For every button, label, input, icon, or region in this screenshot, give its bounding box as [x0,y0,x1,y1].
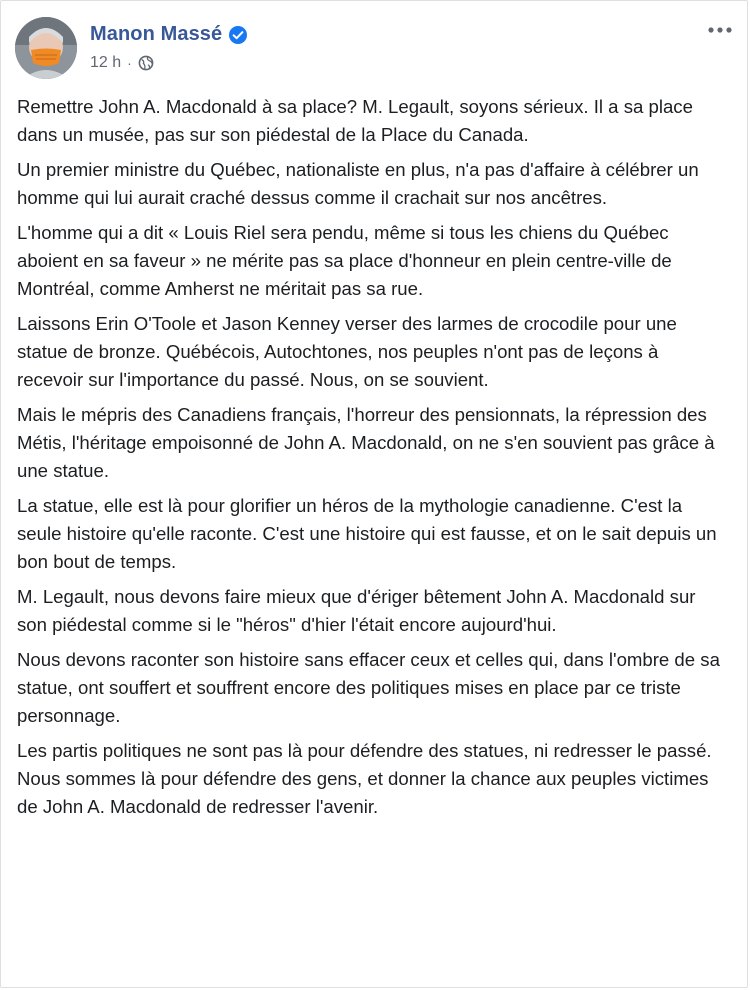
post-paragraph: Laissons Erin O'Toole et Jason Kenney verser des larmes de crocodile pour une statue de bronze. Québécois, Autochtones, nos peuples n'ont pas de leçons à recevoir sur l'importance du passé. Nous, on se souvient. [17,313,677,390]
post-paragraph: Remettre John A. Macdonald à sa place? M. Legault, soyons sérieux. Il a sa place dans un musée, pas sur son piédestal de la Place du Canada. [17,96,693,145]
more-options-icon [707,26,733,34]
post-timestamp[interactable]: 12 h [90,54,122,71]
author-avatar[interactable] [15,17,77,79]
post-paragraph: Mais le mépris des Canadiens français, l'horreur des pensionnats, la répression des Métis, l'héritage empoisonné de John A. Macdonald, on ne s'en souvient pas grâce à une statue. [17,404,715,481]
meta-separator: · [127,55,132,71]
verified-badge-icon [228,25,248,45]
post-meta [90,54,154,72]
post-paragraph: Nous devons raconter son histoire sans effacer ceux et celles qui, dans l'ombre de sa statue, ont souffert et souffrent encore des politiques mises en place par ce triste personnage. [17,649,720,726]
post-paragraph: Un premier ministre du Québec, nationaliste en plus, n'a pas d'affaire à célébrer un homme qui lui aurait craché dessus comme il crachait sur nos ancêtres. [17,159,699,208]
post-paragraph: Les partis politiques ne sont pas là pour défendre des statues, ni redresser le passé. Nous sommes là pour défendre des gens, et donner la chance aux peuples victimes de John A. Macdonald de redresser l'avenir. [17,740,712,817]
globe-icon[interactable] [138,55,154,71]
post-paragraph: M. Legault, nous devons faire mieux que d'ériger bêtement John A. Macdonald sur son piédestal comme si le "héros" d'hier l'était encore aujourd'hui. [17,586,696,635]
post-paragraph: L'homme qui a dit « Louis Riel sera pendu, même si tous les chiens du Québec aboient en sa faveur » ne mérite pas sa place d'honneur en plein centre-ville de Montréal, comme Amherst ne méritait pas sa rue. [17,222,672,299]
more-options-button[interactable] [705,17,735,43]
author-name-link[interactable]: Manon Massé [90,23,223,45]
post-header [15,15,735,79]
post-paragraph: La statue, elle est là pour glorifier un héros de la mythologie canadienne. C'est la seule histoire qu'elle raconte. C'est une histoire qui est fausse, et on le sait depuis un bon bout de temps. [17,495,717,572]
post-body [17,93,729,828]
author-line [90,23,248,46]
avatar-image [15,17,77,79]
